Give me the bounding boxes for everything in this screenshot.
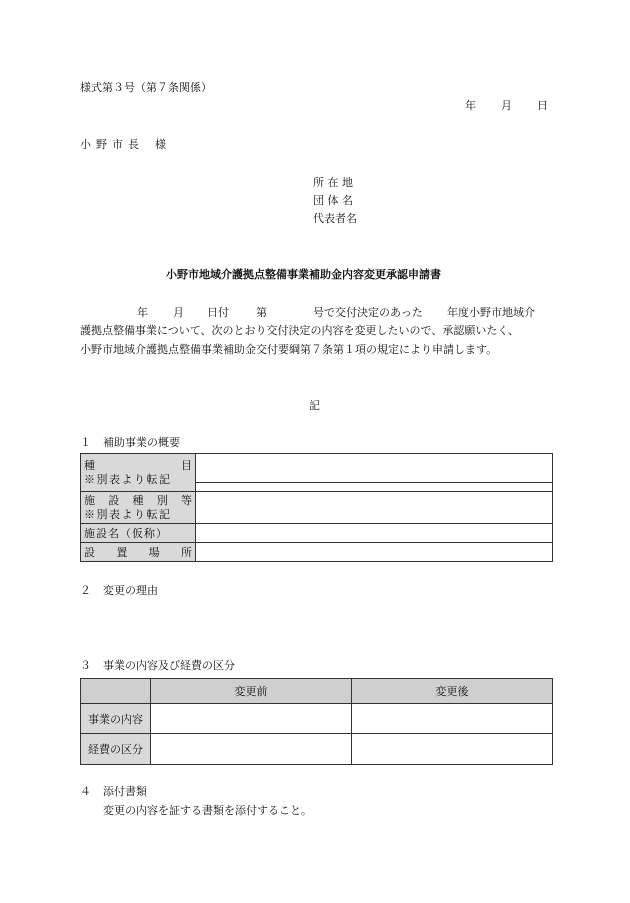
- applicant-representative-label: 代表者名: [313, 212, 357, 225]
- label-char: 種: [84, 459, 95, 472]
- expense-after-cell[interactable]: [352, 734, 553, 765]
- label-char: 置: [116, 545, 128, 559]
- table-row: [81, 734, 553, 765]
- table-row: [81, 492, 553, 524]
- section3-number: ３: [80, 659, 91, 672]
- row-label-location: [81, 543, 196, 562]
- category-value-upper[interactable]: [196, 463, 552, 483]
- date-day-label: 日: [537, 99, 548, 112]
- label-char: 等: [181, 494, 192, 507]
- section1-heading: 補助事業の概要: [103, 436, 180, 449]
- applicant-address-label: 所 在 地: [313, 176, 353, 189]
- section4-heading: 添付書類: [103, 785, 147, 798]
- date-year-label: 年: [465, 99, 476, 112]
- facility-type-value-cell[interactable]: [196, 492, 553, 524]
- section2-number: ２: [80, 584, 91, 597]
- label-char: 所: [180, 545, 192, 559]
- body-line-3: 小野市地域介護拠点整備事業補助金交付要綱第７条第１項の規定により申請します。: [80, 343, 498, 356]
- body-line-2: 護拠点整備事業について、次のとおり交付決定の内容を変更したいので、承認願いたく、: [80, 324, 520, 337]
- attachment-note: 変更の内容を証する書類を添付すること。: [103, 804, 312, 817]
- ki-mark: 記: [309, 399, 320, 412]
- row-label-category: [81, 454, 196, 492]
- corner-cell: [81, 679, 151, 704]
- body-year: 年: [137, 306, 148, 319]
- col-header-before: 変更前: [151, 679, 352, 704]
- applicant-organization-label: 団 体 名: [313, 194, 353, 207]
- body-no: 第: [256, 306, 267, 319]
- addressee-char: 長: [128, 138, 139, 151]
- row-header-expense: 経費の区分: [81, 734, 151, 765]
- body-month: 月: [173, 306, 184, 319]
- section3-heading: 事業の内容及び経費の区分: [103, 659, 235, 672]
- row-label-facility-name: [81, 524, 196, 543]
- content-before-cell[interactable]: [151, 704, 352, 734]
- label-sub: ※別表より転記: [84, 473, 172, 486]
- table-header-row: [81, 679, 553, 704]
- table-row: [81, 454, 553, 492]
- label-char: 場: [148, 545, 160, 559]
- label-text: 施設名（仮称）: [84, 526, 168, 540]
- category-value-cell[interactable]: [196, 454, 553, 492]
- date-month-label: 月: [501, 99, 512, 112]
- content-after-cell[interactable]: [352, 704, 553, 734]
- project-overview-table: [80, 453, 553, 562]
- row-label-facility-type: [81, 492, 196, 524]
- body-fiscal-year: 年度小野市地域介: [447, 306, 535, 319]
- addressee-char: 野: [96, 138, 107, 151]
- body-number-suffix: 号で交付決定のあった: [313, 306, 423, 319]
- label-char: 目: [181, 459, 192, 472]
- col-header-after: 変更後: [352, 679, 553, 704]
- table-row: [81, 543, 553, 562]
- label-char: 種: [132, 494, 144, 507]
- label-sub: ※別表より転記: [84, 508, 172, 521]
- label-char: 設: [108, 494, 120, 507]
- label-char: 別: [156, 494, 168, 507]
- location-value-cell[interactable]: [196, 543, 553, 562]
- table-row: [81, 524, 553, 543]
- change-comparison-table: [80, 678, 553, 765]
- section1-number: １: [80, 436, 91, 449]
- section4-number: ４: [80, 785, 91, 798]
- document-title: 小野市地域介護拠点整備事業補助金内容変更承認申請書: [166, 268, 441, 281]
- body-day-issued: 日付: [207, 306, 229, 319]
- table-row: [81, 704, 553, 734]
- addressee-char: 市: [112, 138, 123, 151]
- label-char: 設: [84, 545, 95, 559]
- form-number: 様式第３号（第７条関係）: [80, 81, 212, 94]
- addressee-honorific: 様: [155, 138, 166, 151]
- addressee-char: 小: [80, 138, 91, 151]
- label-char: 施: [84, 494, 95, 507]
- row-header-content: 事業の内容: [81, 704, 151, 734]
- section2-heading: 変更の理由: [103, 584, 158, 597]
- facility-name-value-cell[interactable]: [196, 524, 553, 543]
- expense-before-cell[interactable]: [151, 734, 352, 765]
